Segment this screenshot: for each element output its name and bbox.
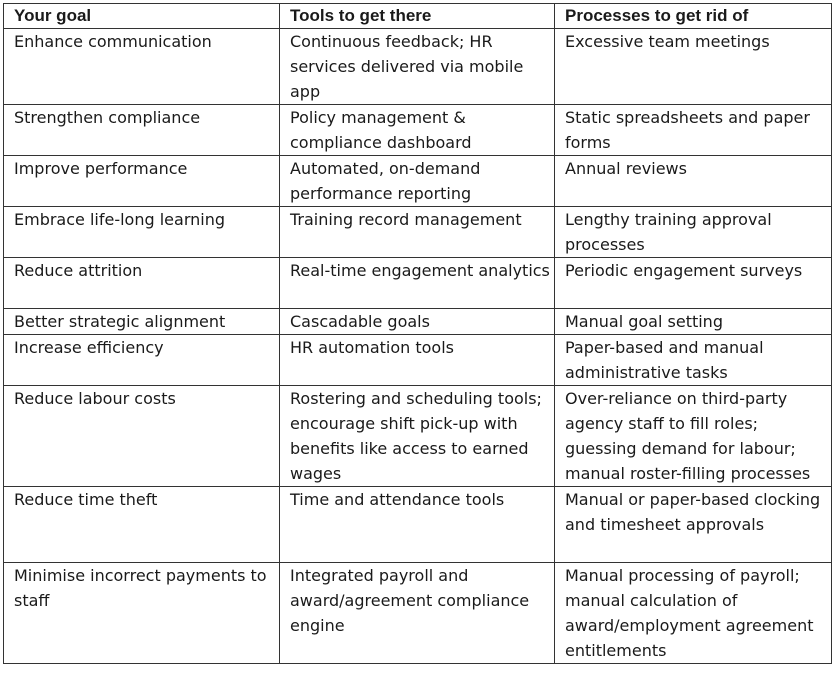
tools-cell: Policy management & compliance dashboard [280, 105, 555, 156]
goal-cell: Reduce time theft [4, 487, 280, 563]
tools-cell: Continuous feedback; HR services delivered via mobile app [280, 29, 555, 105]
goal-cell: Better strategic alignment [4, 309, 280, 335]
processes-cell: Excessive team meetings [555, 29, 832, 105]
table-row [4, 309, 832, 335]
tools-cell: Rostering and scheduling tools; encourage shift pick-up with benefits like access to earned wages [280, 386, 555, 487]
table-row [4, 29, 832, 105]
processes-cell: Annual reviews [555, 156, 832, 207]
table-row [4, 156, 832, 207]
table-header-row [4, 4, 832, 29]
goal-cell: Reduce attrition [4, 258, 280, 309]
goals-tools-processes-table [3, 3, 832, 664]
processes-cell: Manual or paper-based clocking and timesheet approvals [555, 487, 832, 563]
table-row [4, 105, 832, 156]
processes-cell: Paper-based and manual administrative tasks [555, 335, 832, 386]
tools-cell: Real-time engagement analytics [280, 258, 555, 309]
table-row [4, 487, 832, 563]
processes-cell: Lengthy training approval processes [555, 207, 832, 258]
processes-cell: Periodic engagement surveys [555, 258, 832, 309]
table-row [4, 386, 832, 487]
goal-cell: Enhance communication [4, 29, 280, 105]
processes-cell: Manual processing of payroll; manual calculation of award/employment agreement entitlements [555, 563, 832, 664]
processes-cell: Manual goal setting [555, 309, 832, 335]
table-row [4, 563, 832, 664]
tools-cell: HR automation tools [280, 335, 555, 386]
table-row [4, 258, 832, 309]
tools-cell: Automated, on-demand performance reporting [280, 156, 555, 207]
tools-cell: Integrated payroll and award/agreement compliance engine [280, 563, 555, 664]
goal-cell: Minimise incorrect payments to staff [4, 563, 280, 664]
goal-cell: Strengthen compliance [4, 105, 280, 156]
tools-cell: Cascadable goals [280, 309, 555, 335]
table-row [4, 335, 832, 386]
header-tools: Tools to get there [280, 4, 555, 29]
tools-cell: Time and attendance tools [280, 487, 555, 563]
goal-cell: Reduce labour costs [4, 386, 280, 487]
table-row [4, 207, 832, 258]
header-processes: Processes to get rid of [555, 4, 832, 29]
goal-cell: Improve performance [4, 156, 280, 207]
processes-cell: Over-reliance on third-party agency staff to fill roles; guessing demand for labour; manual roster-filling processes [555, 386, 832, 487]
processes-cell: Static spreadsheets and paper forms [555, 105, 832, 156]
goal-cell: Embrace life-long learning [4, 207, 280, 258]
tools-cell: Training record management [280, 207, 555, 258]
header-your-goal: Your goal [4, 4, 280, 29]
goal-cell: Increase efficiency [4, 335, 280, 386]
